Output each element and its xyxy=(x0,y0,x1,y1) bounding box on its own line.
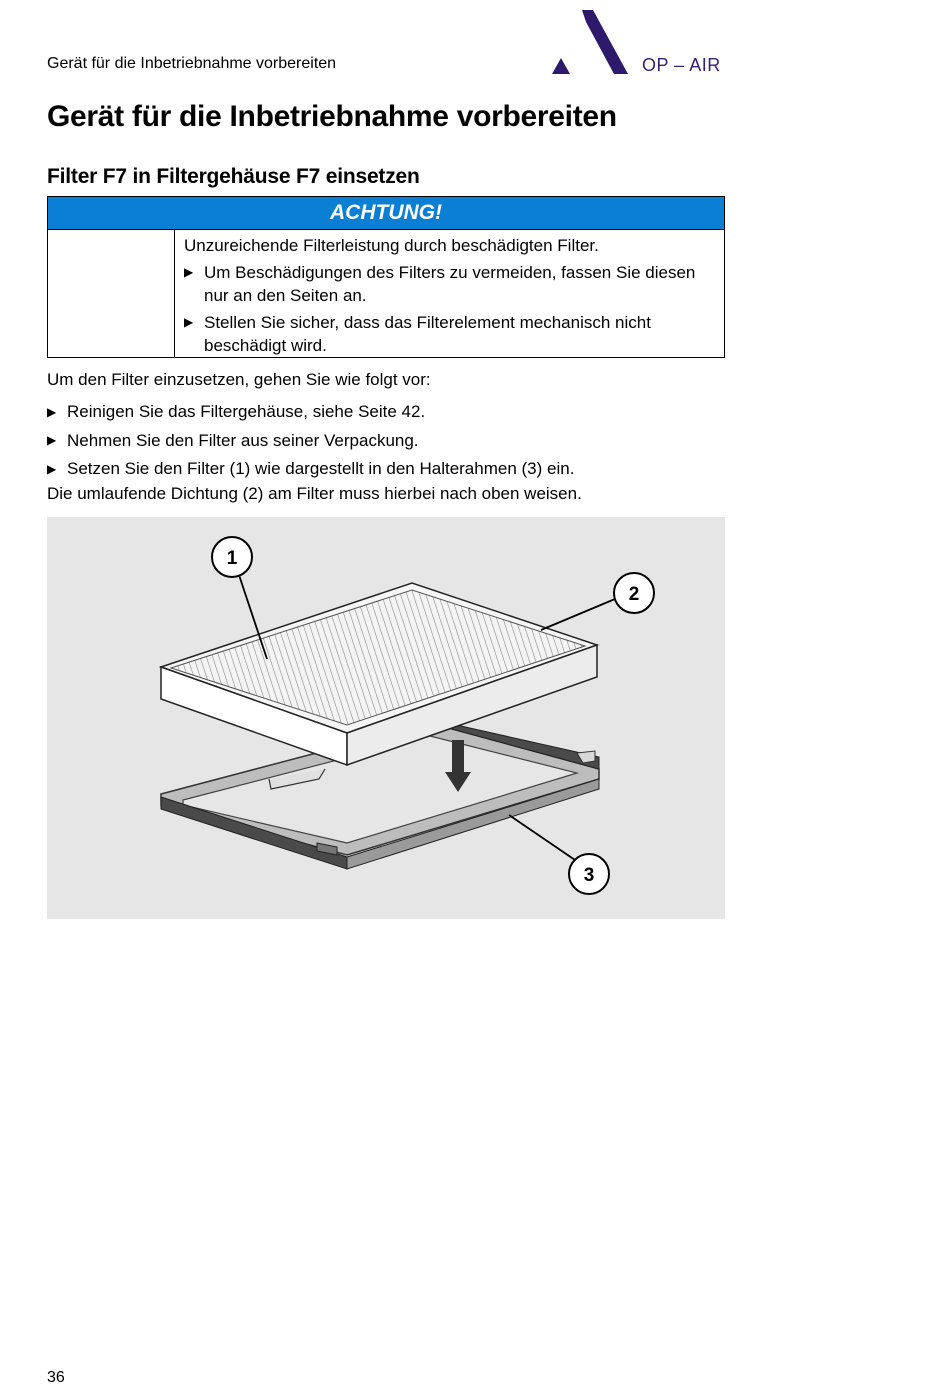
callout-label: 1 xyxy=(226,548,238,569)
warning-label: ACHTUNG! xyxy=(48,197,724,230)
step-text: Reinigen Sie das Filtergehäuse, siehe Seite 42. xyxy=(67,402,426,422)
warning-bullet-text: Um Beschädigungen des Filters zu vermeiden, fassen Sie diesen nur an den Seiten an. xyxy=(204,263,696,305)
warning-box xyxy=(47,196,725,358)
seal-note: Die umlaufende Dichtung (2) am Filter muss hierbei nach oben weisen. xyxy=(47,484,582,503)
step-text: Nehmen Sie den Filter aus seiner Verpackung. xyxy=(67,430,419,450)
triangle-bullet-icon: ▶ xyxy=(184,315,194,329)
triangle-bullet-icon: ▶ xyxy=(47,433,57,448)
callout-2 xyxy=(614,573,654,613)
running-header: Gerät für die Inbetriebnahme vorbereiten xyxy=(47,55,337,72)
triangle-bullet-icon: ▶ xyxy=(184,265,194,279)
brand-name: OP – AIR xyxy=(642,55,721,75)
callout-3 xyxy=(569,854,609,894)
step-item xyxy=(47,455,574,484)
logo-small-triangle xyxy=(552,58,570,74)
warning-body xyxy=(48,230,724,358)
logo-large-stroke xyxy=(582,10,628,74)
triangle-bullet-icon: ▶ xyxy=(47,461,57,476)
filter-installation-figure xyxy=(47,517,725,919)
intro-text: Um den Filter einzusetzen, gehen Sie wie folgt vor: xyxy=(47,370,431,389)
warning-message: Unzureichende Filterleistung durch beschädigten Filter. xyxy=(184,236,599,255)
callout-label: 2 xyxy=(628,584,640,605)
step-list xyxy=(47,398,574,484)
page-number: 36 xyxy=(47,1369,65,1386)
warning-bullet-text: Stellen Sie sicher, dass das Filterelement mechanisch nicht beschädigt wird. xyxy=(204,313,651,355)
warning-bullet xyxy=(184,311,714,357)
warning-icon-cell xyxy=(48,230,175,358)
warning-text xyxy=(184,234,714,361)
warning-bullet xyxy=(184,261,714,307)
section-title: Filter F7 in Filtergehäuse F7 einsetzen xyxy=(47,165,420,188)
filter-element xyxy=(161,583,597,765)
step-item xyxy=(47,427,574,456)
callout-label: 3 xyxy=(583,865,595,886)
callout-1 xyxy=(212,537,252,577)
triangle-bullet-icon: ▶ xyxy=(47,404,57,419)
page-title: Gerät für die Inbetriebnahme vorbereiten xyxy=(47,100,617,133)
step-text: Setzen Sie den Filter (1) wie dargestellt in den Halterahmen (3) ein. xyxy=(67,459,575,479)
step-item xyxy=(47,398,574,427)
